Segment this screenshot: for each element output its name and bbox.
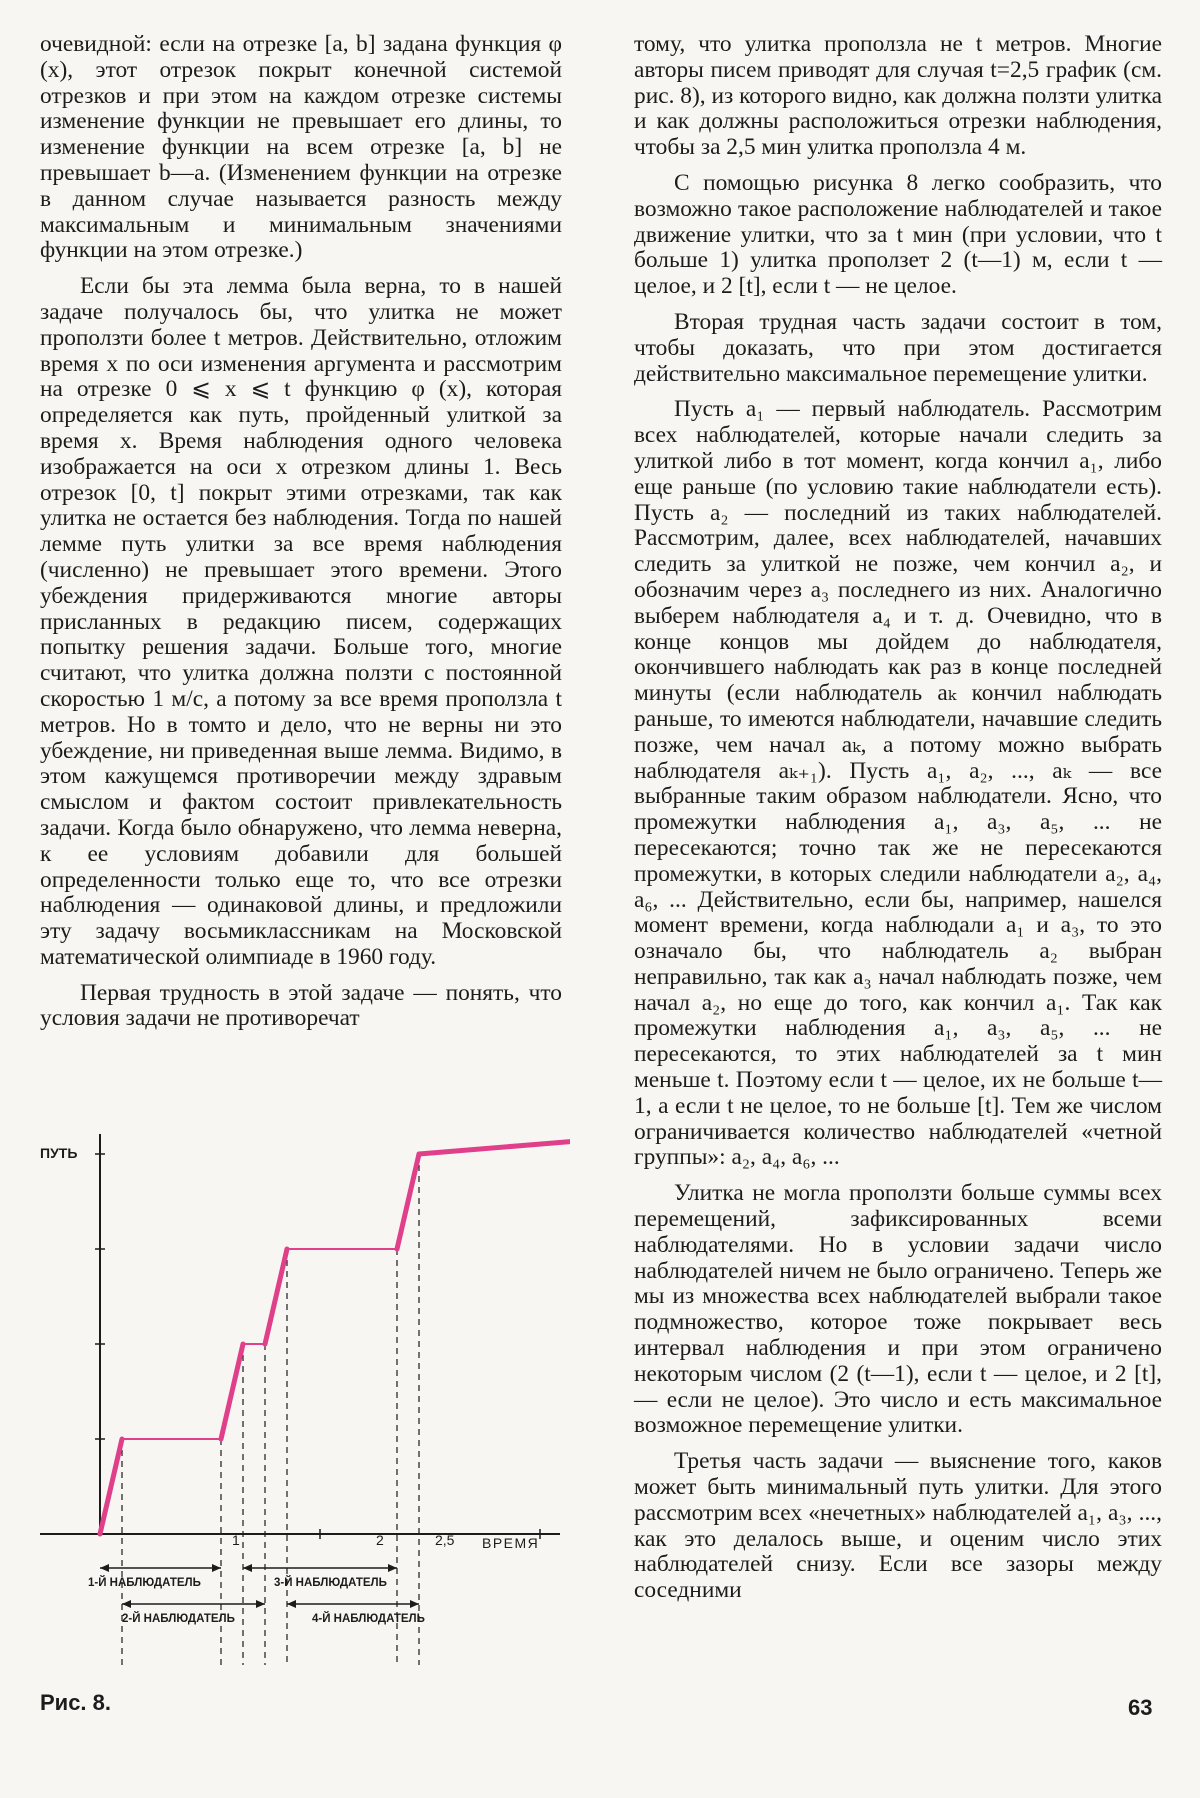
paragraph: очевидной: если на отрезке [a, b] задана функция φ (x), этот отрезок покрыт конечной системой отрезков и при этом на каждом отрезке системы изменение функции не превышает его длины, то изменение функции на всем отрезке [a, b] не превышает b—a. (Изменением функции на отрезке в данном случае называется разность между максимальным и минимальным значениями функции на этом отрезке.) [40, 31, 562, 264]
observer-label-3: 3-Й НАБЛЮДАТЕЛЬ [274, 1577, 387, 1589]
tick-label-2-5: 2,5 [435, 1532, 455, 1548]
path-segment [265, 1249, 287, 1344]
path-segment [397, 1154, 419, 1249]
paragraph: Если бы эта лемма была верна, то в нашей задаче получалось бы, что улитка не может проползти более t метров. Действительно, отложим время x по оси изменения аргумента и рассмотрим на отрезке 0 ⩽ x ⩽ t функцию φ (x), которая определяется как путь, пройденный улиткой за время x. Время наблюдения одного человека изображается на оси x отрезком длины 1. Весь отрезок [0, t] покрыт этими отрезками, так как улитка не остается без наблюдения. Тогда по нашей лемме путь улитки за все время наблюдения (численно) не превышает этого времени. Этого убеждения придерживаются многие авторы присланных в редакцию писем, содержащих попытку решения задачи. Больше того, многие считают, что улитка должна ползти с постоянной скоростью 1 м/с, а потому за все время проползла t метров. Но в томто и дело, что не верны ни это убеждение, ни приведенная выше лемма. Видимо, в этом кажущемся противоречии между здравым смыслом и фактом состоит привлекательность задачи. Когда было обнаружено, что лемма неверна, к ее условиям добавили для большей определенности только еще то, что все отрезки наблюдения — одинаковой длины, и предложили эту задачу восьмиклассникам на Московской математической олимпиаде в 1960 году. [40, 273, 562, 970]
observer-label-4: 4-Й НАБЛЮДАТЕЛЬ [312, 1613, 425, 1625]
y-axis-label: ПУТЬ [40, 1145, 78, 1161]
tick-label-2: 2 [376, 1532, 384, 1548]
right-text-column [634, 32, 1162, 1614]
arrow-head [256, 1600, 265, 1608]
paragraph: Улитка не могла проползти больше суммы всех перемещений, зафиксированных всеми наблюдателями. Но в условии задачи число наблюдателей ничем не было ограничено. Теперь же мы из множества всех наблюдателей выбрали такое подмножество, которое тоже покрывает весь интервал наблюдения и при этом ограничено некоторым числом (2 (t—1), если t — целое, и 2 [t], — если не целое). Это число и есть максимальное возможное перемещение улитки. [634, 1180, 1162, 1439]
left-text-column [40, 32, 562, 1042]
arrow-head [410, 1600, 419, 1608]
path-segment [419, 1135, 570, 1154]
page-number: 63 [1128, 1695, 1153, 1720]
paragraph: Первая трудность в этой задаче — понять, что условия задачи не противоречат [40, 979, 562, 1032]
path-segment [221, 1344, 243, 1439]
tick-label-1: 1 [232, 1532, 240, 1548]
observer-label-1: 1-Й НАБЛЮДАТЕЛЬ [88, 1577, 201, 1589]
arrow-head [388, 1564, 397, 1572]
observer-label-2: 2-Й НАБЛЮДАТЕЛЬ [122, 1613, 235, 1625]
paragraph: тому, что улитка проползла не t метров. Многие авторы писем приводят для случая t=2,5 график (см. рис. 8), из которого видно, как должна ползти улитка и как должны расположиться отрезки наблюдения, чтобы за 2,5 мин улитка проползла 4 м. [634, 31, 1162, 161]
paragraph: Пусть a₁ — первый наблюдатель. Рассмотрим всех наблюдателей, которые начали следить за улиткой либо в тот момент, когда кончил a₁, либо еще раньше (по условию такие наблюдатели есть). Пусть a₂ — последний из таких наблюдателей. Рассмотрим, далее, всех наблюдателей, начавших следить за улиткой не позже, чем кончил a₂, и обозначим через a₃ последнего из них. Аналогично выберем наблюдателя a₄ и т. д. Очевидно, что в конце концов мы дойдем до наблюдателя, окончившего наблюдать как раз в конце последней минуты (если наблюдатель aₖ кончил наблюдать раньше, то имеются наблюдатели, начавшие следить позже, чем начал aₖ, а потому можно выбрать наблюдателя aₖ₊₁). Пусть a₁, a₂, ..., aₖ — все выбранные таким образом наблюдатели. Ясно, что промежутки наблюдения a₁, a₃, a₅, ... не пересекаются; точно так же не пересекаются промежутки, в которых следили наблюдатели a₂, a₄, a₆, ... Действительно, если бы, например, нашелся момент времени, когда наблюдали a₁ и a₃, то это означало бы, что наблюдатель a₂ выбран неправильно, так как a₃ начал наблюдать позже, чем начал a₂, но еще до того, как кончил a₁. Так как промежутки наблюдения a₁, a₃, a₅, ... не пересекаются, то этих наблюдателей за t мин меньше t. Поэтому если t — целое, их не больше t—1, а если t не целое, то не больше [t]. Тем же числом ограничивается количество наблюдателей «четной группы»: a₂, a₄, a₆, ... [634, 396, 1162, 1171]
figure-caption: Рис. 8. [40, 1690, 112, 1715]
chart-svg [30, 1120, 570, 1680]
arrow-head [122, 1600, 131, 1608]
arrow-head [287, 1600, 296, 1608]
path-segment [100, 1439, 122, 1534]
paragraph: Вторая трудная часть задачи состоит в том, чтобы доказать, что при этом достигается действительно максимальное перемещение улитки. [634, 308, 1162, 387]
x-axis-label: ВРЕМЯ [482, 1535, 540, 1551]
arrow-head [100, 1564, 109, 1572]
snail-path [100, 1135, 570, 1534]
arrow-head [212, 1564, 221, 1572]
paragraph: Третья часть задачи — выяснение того, каков может быть минимальный путь улитки. Для этого рассмотрим всех «нечетных» наблюдателей a₁, a₃, ..., как это делалось выше, и оценим число этих наблюдателей снизу. Если все зазоры между соседними [634, 1448, 1162, 1604]
paragraph: С помощью рисунка 8 легко сообразить, что возможно такое расположение наблюдателей и такое движение улитки, что за t мин (при условии, что t больше 1) улитка проползет 2 (t—1) м, если t — целое, и 2 [t], если t — не целое. [634, 169, 1162, 300]
figure-snail-path-chart [30, 1120, 570, 1680]
arrow-head [243, 1564, 252, 1572]
